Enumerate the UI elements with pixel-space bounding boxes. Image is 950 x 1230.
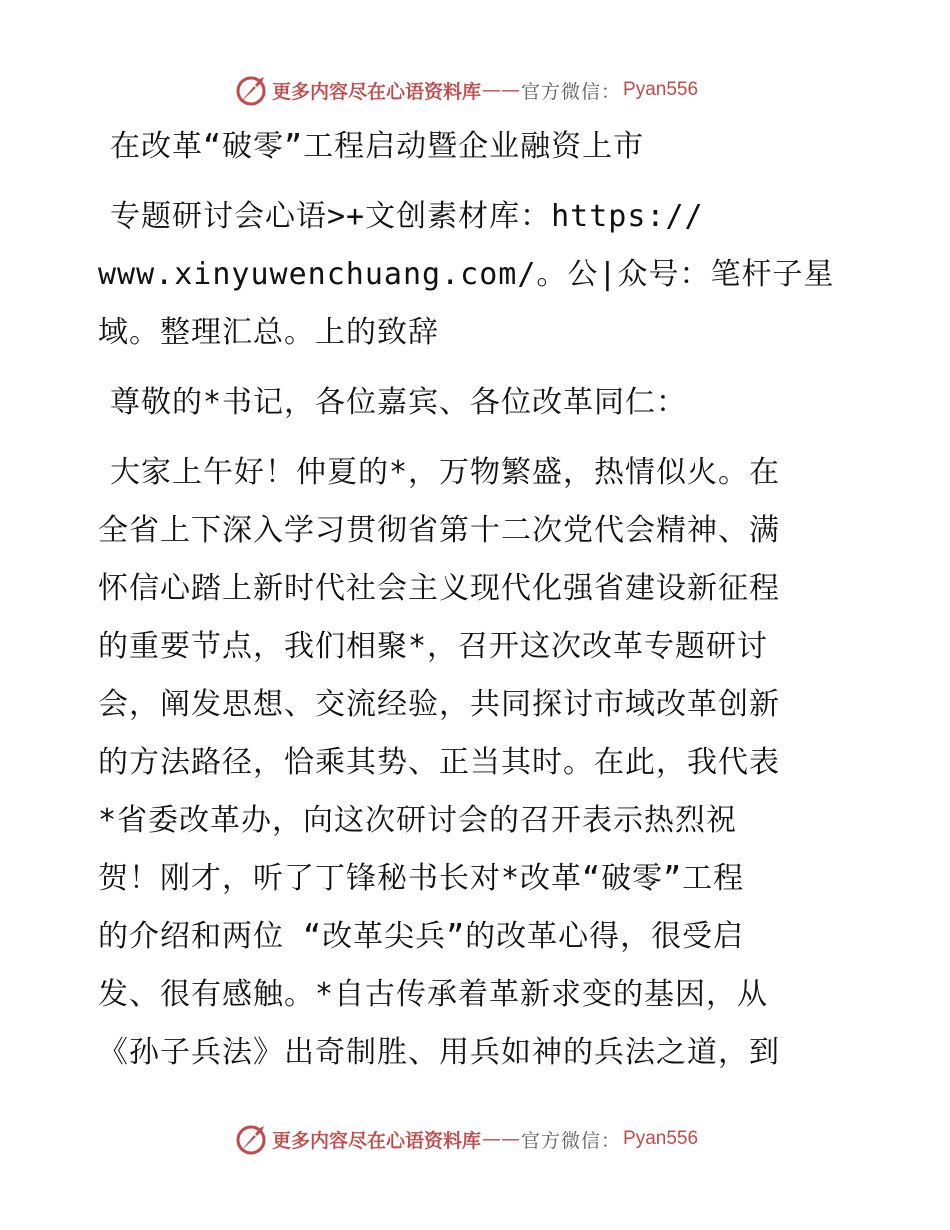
header-banner-wechat-id: Pyan556 xyxy=(623,79,699,100)
body-line: 的重要节点，我们相聚*，召开这次改革专题研讨 xyxy=(98,629,769,664)
body-line: 贺！刚才，听了丁锋秘书长对*改革“破零”工程 xyxy=(98,861,745,896)
body-line: 发、很有感触。*自古传承着革新求变的基因，从 xyxy=(98,977,769,1012)
body-line: 怀信心踏上新时代社会主义现代化强省建设新征程 xyxy=(98,571,780,606)
body-line: 全省上下深入学习贯彻省第十二次党代会精神、满 xyxy=(98,513,780,548)
document-body xyxy=(98,118,858,1082)
header-banner-separator: —— xyxy=(482,79,521,101)
body-line: 的介绍和两位 “改革尖兵”的改革心得，很受启 xyxy=(98,919,745,954)
quill-logo-icon xyxy=(234,73,268,107)
title-line-4: 域。整理汇总。上的致辞 xyxy=(98,315,439,350)
footer-banner-wechat-id: Pyan556 xyxy=(623,1128,699,1149)
footer-watermark-banner xyxy=(234,1121,698,1157)
salutation: 尊敬的*书记，各位嘉宾、各位改革同仁： xyxy=(110,385,688,420)
header-banner-label: 官方微信： xyxy=(521,80,622,103)
body-line: 大家上午好！仲夏的*，万物繁盛，热情似火。在 xyxy=(110,455,781,490)
title-line-2: 专题研讨会心语>+文创素材库：https:// xyxy=(110,199,704,234)
body-line: 《孙子兵法》出奇制胜、用兵如神的兵法之道，到 xyxy=(98,1035,780,1070)
header-banner-text: 更多内容尽在心语资料库 xyxy=(272,80,482,103)
title-line-3: www.xinyuwenchuang.com/。公|众号：笔杆子星 xyxy=(98,257,835,292)
body-line: *省委改革办，向这次研讨会的召开表示热烈祝 xyxy=(98,803,738,838)
footer-banner-label: 官方微信： xyxy=(521,1129,622,1152)
footer-banner-separator: —— xyxy=(482,1128,521,1150)
quill-logo-icon xyxy=(234,1122,268,1156)
title-line-1: 在改革“破零”工程启动暨企业融资上市 xyxy=(110,129,645,164)
body-line: 的方法路径，恰乘其势、正当其时。在此，我代表 xyxy=(98,745,780,780)
body-line: 会，阐发思想、交流经验，共同探讨市域改革创新 xyxy=(98,687,780,722)
footer-banner-text: 更多内容尽在心语资料库 xyxy=(272,1129,482,1152)
header-watermark-banner xyxy=(234,72,698,108)
